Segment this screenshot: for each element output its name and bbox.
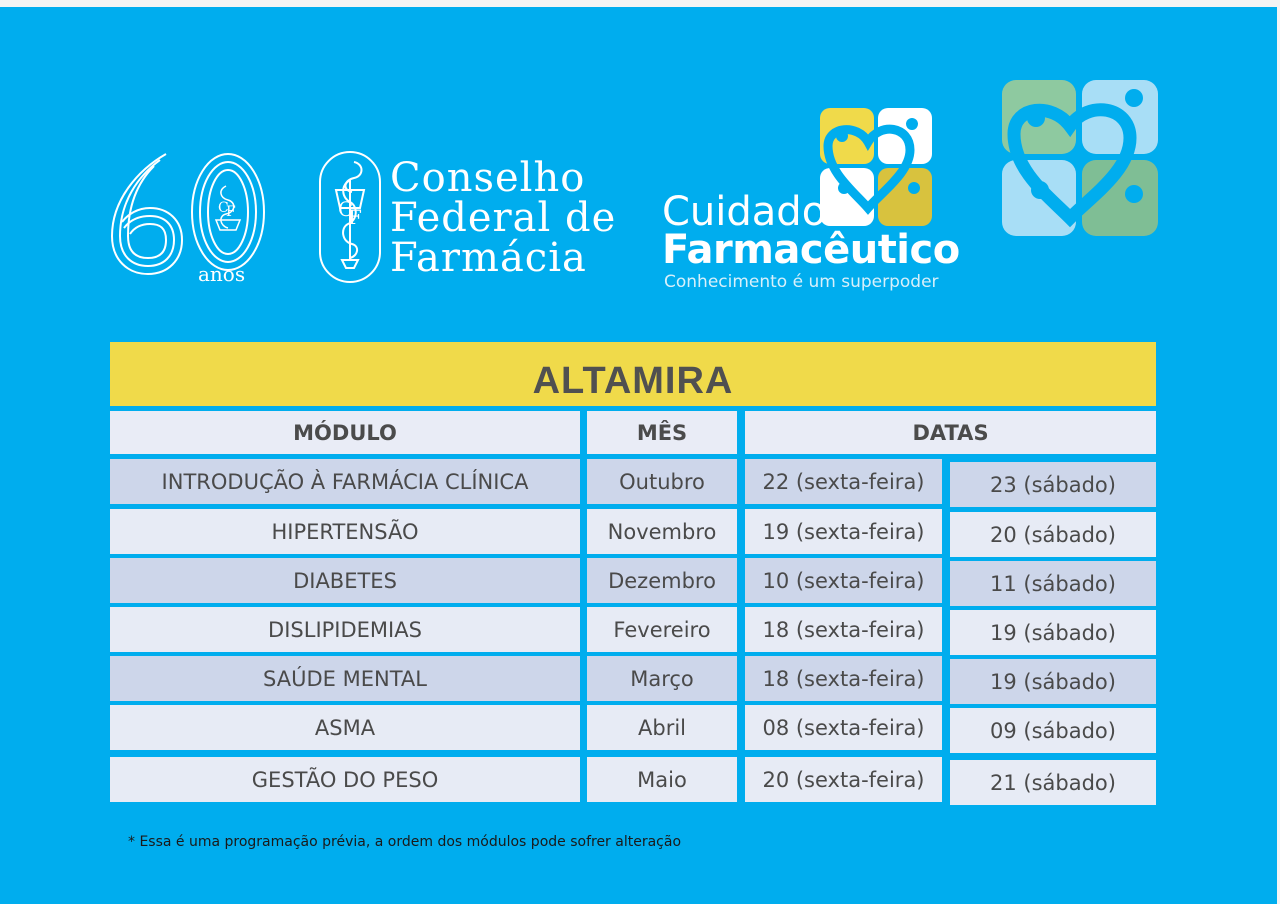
svg-text:C: C [338,197,354,221]
svg-text:F: F [226,204,236,220]
row-date-friday: 18 (sexta-feira) [745,656,942,701]
svg-text:F: F [348,205,362,229]
row-date-saturday: 21 (sábado) [950,760,1156,805]
row-date-saturday: 19 (sábado) [950,610,1156,655]
row-module: INTRODUÇÃO À FARMÁCIA CLÍNICA [110,459,580,504]
svg-text:C: C [218,200,229,216]
sixty-years-label: anos [198,262,246,286]
row-month: Abril [587,705,737,750]
heart-mosaic-icon [1000,78,1160,238]
row-module: SAÚDE MENTAL [110,656,580,701]
row-module: HIPERTENSÃO [110,509,580,554]
row-date-friday: 20 (sexta-feira) [745,757,942,802]
row-date-friday: 19 (sexta-feira) [745,509,942,554]
cuidado-slogan: Conhecimento é um superpoder [664,272,939,292]
cff-line-2: Federal de [390,195,617,241]
top-border [0,0,1280,7]
header-dates: DATAS [745,411,1156,454]
row-date-friday: 18 (sexta-feira) [745,607,942,652]
city-banner [110,342,1156,406]
row-month: Dezembro [587,558,737,603]
row-date-friday: 08 (sexta-feira) [745,705,942,750]
row-module: DISLIPIDEMIAS [110,607,580,652]
farmaceutico-title: Farmacêutico [662,227,960,273]
row-module: GESTÃO DO PESO [110,757,580,802]
cff-line-1: Conselho [390,155,586,201]
row-date-friday: 22 (sexta-feira) [745,459,942,504]
city-name: ALTAMIRA [532,360,734,402]
row-date-friday: 10 (sexta-feira) [745,558,942,603]
row-month: Março [587,656,737,701]
cuidado-title: Cuidado [662,189,827,235]
row-module: ASMA [110,705,580,750]
cff-seal-icon [318,150,382,284]
row-month: Fevereiro [587,607,737,652]
row-date-saturday: 11 (sábado) [950,561,1156,606]
row-month: Maio [587,757,737,802]
row-date-saturday: 23 (sábado) [950,462,1156,507]
row-date-saturday: 19 (sábado) [950,659,1156,704]
row-month: Novembro [587,509,737,554]
row-date-saturday: 20 (sábado) [950,512,1156,557]
cff-line-3: Farmácia [390,235,587,281]
sixty-years-logo [108,150,268,290]
row-date-saturday: 09 (sábado) [950,708,1156,753]
header-month: MÊS [587,411,737,454]
row-module: DIABETES [110,558,580,603]
cff-logo-text [390,155,617,281]
cuidado-mosaic-icon [818,106,934,230]
footnote: * Essa é uma programação prévia, a ordem dos módulos pode sofrer alteração [128,834,682,850]
row-month: Outubro [587,459,737,504]
header-module: MÓDULO [110,411,580,454]
